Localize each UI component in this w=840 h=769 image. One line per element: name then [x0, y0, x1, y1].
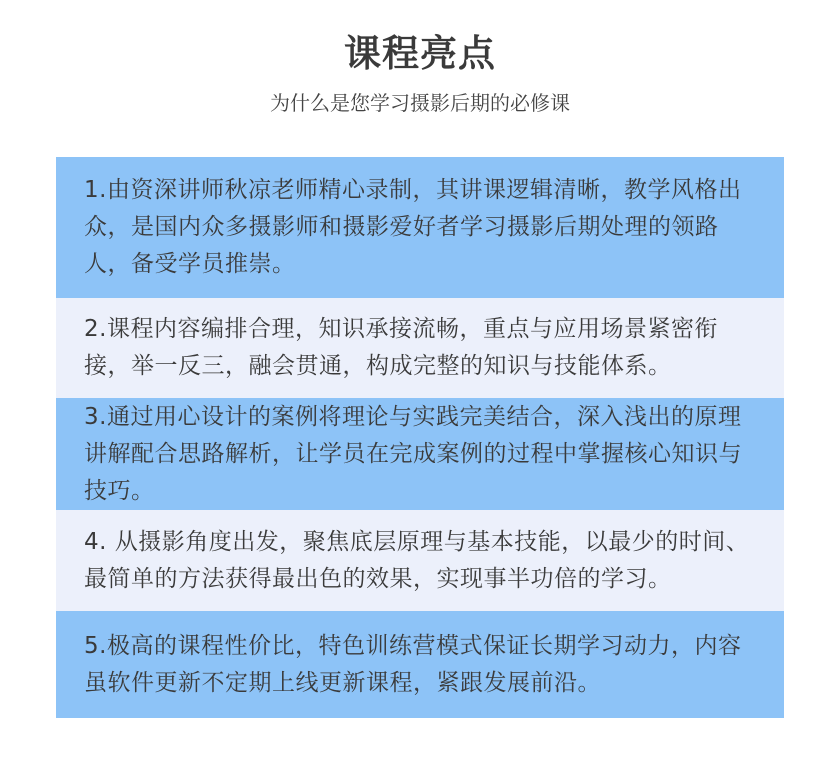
highlight-item-5 [56, 611, 784, 718]
highlight-text: 4. 从摄影角度出发，聚焦底层原理与基本技能，以最少的时间、最简单的方法获得最出色的效果，实现事半功倍的学习。 [84, 528, 750, 592]
page-subtitle: 为什么是您学习摄影后期的必修课 [270, 91, 570, 115]
highlight-text: 3.通过用心设计的案例将理论与实践完美结合，深入浅出的原理讲解配合思路解析，让学员在完成案例的过程中掌握核心知识与技巧。 [84, 403, 742, 504]
highlight-item-3 [56, 398, 784, 510]
highlight-item-4 [56, 510, 784, 611]
highlight-text: 1.由资深讲师秋凉老师精心录制，其讲课逻辑清晰，教学风格出众，是国内众多摄影师和摄影爱好者学习摄影后期处理的领路人，备受学员推崇。 [84, 177, 742, 277]
highlight-item-1 [56, 157, 784, 298]
highlight-text: 2.课程内容编排合理，知识承接流畅，重点与应用场景紧密衔接，举一反三，融会贯通，构成完整的知识与技能体系。 [84, 316, 718, 379]
highlights-list [56, 157, 784, 718]
page-title: 课程亮点 [344, 32, 496, 75]
highlight-item-2 [56, 298, 784, 398]
highlight-text: 5.极高的课程性价比，特色训练营模式保证长期学习动力，内容虽软件更新不定期上线更新课程，紧跟发展前沿。 [84, 632, 742, 696]
